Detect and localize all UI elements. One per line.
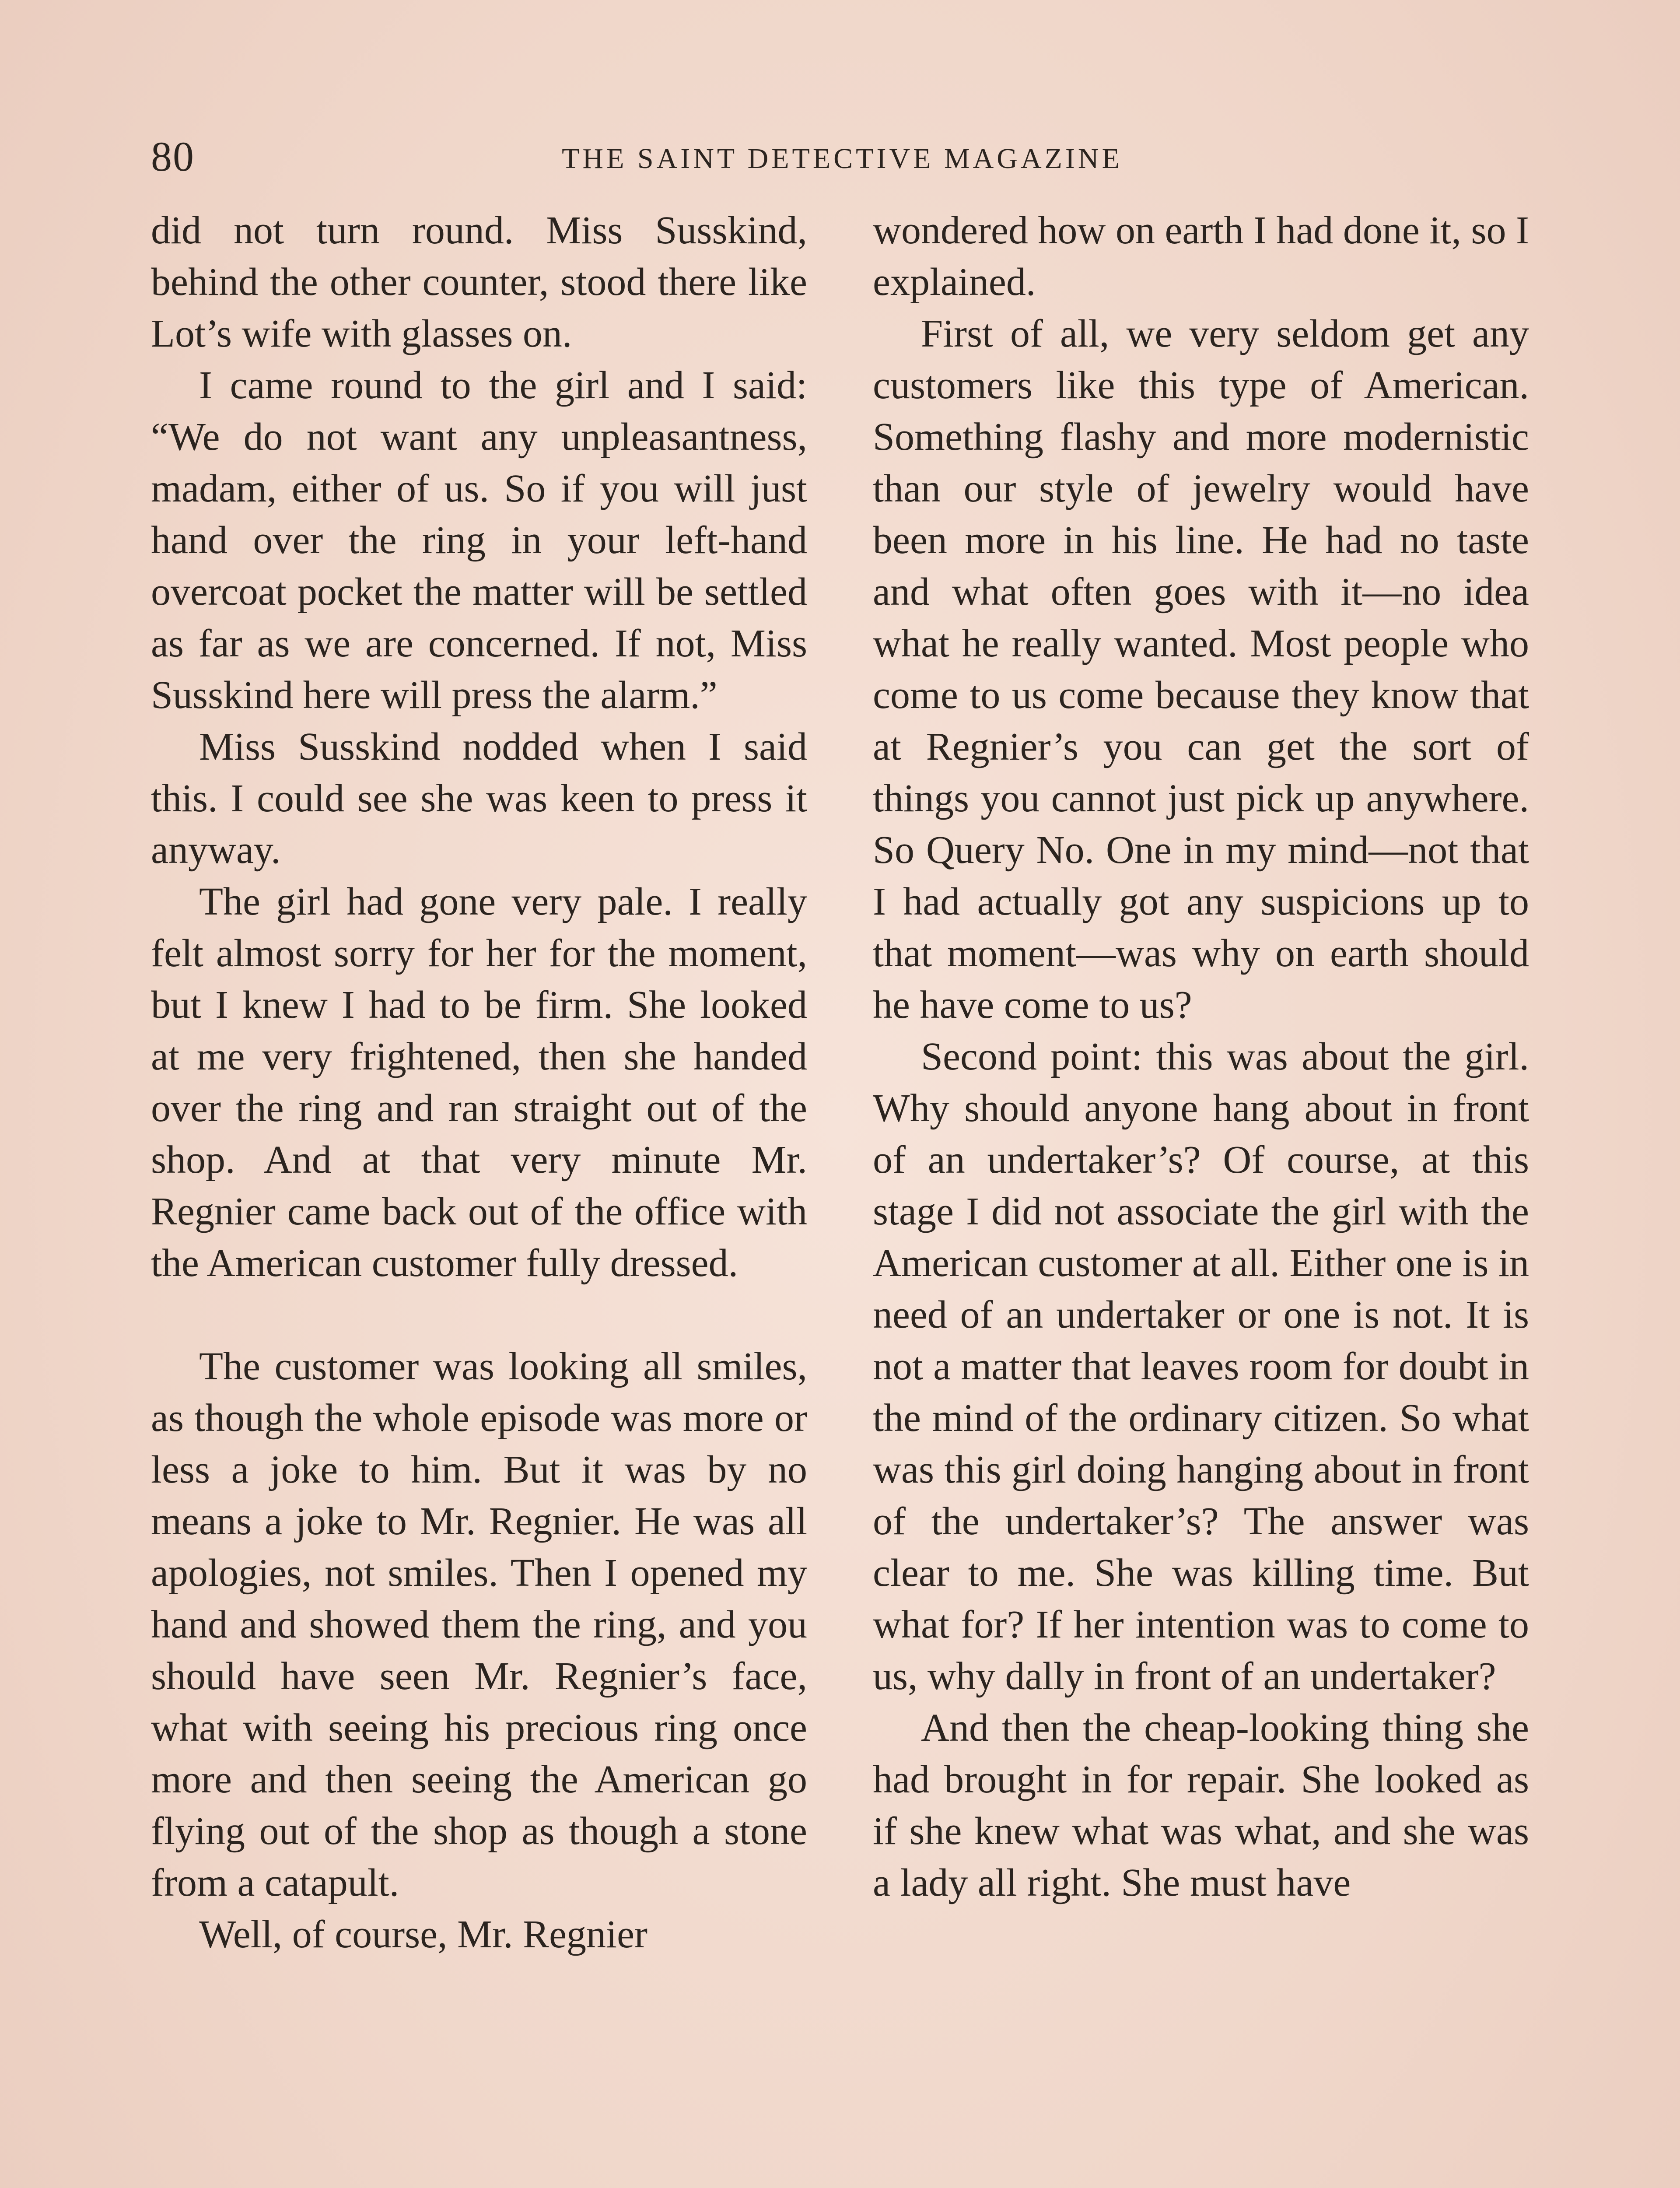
running-head: THE SAINT DETECTIVE MAGAZINE xyxy=(562,143,1123,175)
left-column xyxy=(151,205,807,1960)
paragraph: The girl had gone very pale. I really felt almost sorry for her for the moment, but I knew I had to be firm. She looked at me very frightened, then she handed over the ring and ran straight out of the shop. And at that very minute Mr. Regnier came back out of the office with the American customer fully dressed. xyxy=(151,880,807,1285)
paragraph: did not turn round. Miss Susskind, behind the other counter, stood there like Lot’s wife with glasses on. xyxy=(151,209,807,355)
paragraph: Miss Susskind nodded when I said this. I could see she was keen to press it anyway. xyxy=(151,725,807,872)
paragraph: And then the cheap-looking thing she had brought in for repair. She looked as if she knew what was what, and she was a lady all right. She must have xyxy=(873,1706,1529,1904)
paragraph: Second point: this was about the girl. Why should anyone hang about in front of an undertaker’s? Of course, at this stage I did not associate the girl with the American customer at all. Either one is in need of an undertaker or one is not. It is not a matter that leaves room for doubt in the mind of the ordinary citizen. So what was this girl doing hanging about in front of the undertaker’s? The answer was clear to me. She was killing time. But what for? If her intention was to come to us, why dally in front of an undertaker? xyxy=(873,1035,1529,1698)
paragraph: Well, of course, Mr. Regnier xyxy=(199,1913,648,1956)
page-number: 80 xyxy=(151,133,195,180)
paragraph: The customer was looking all smiles, as though the whole episode was more or less a joke to him. But it was by no means a joke to Mr. Regnier. He was all apologies, not smiles. Then I opened my hand and showed them the ring, and you should have seen Mr. Regnier’s face, what with seeing his precious ring once more and then seeing the American go flying out of the shop as though a stone from a catapult. xyxy=(151,1345,807,1904)
right-column xyxy=(873,205,1529,1909)
page-header xyxy=(151,131,1533,201)
paragraph: First of all, we very seldom get any customers like this type of American. Something flashy and more modernistic than our style of jewelry would have been more in his line. He had no taste and what often goes with it—no idea what he really wanted. Most people who come to us come because they know that at Regnier’s you can get the sort of things you cannot just pick up anywhere. So Query No. One in my mind—not that I had actually got any suspicions up to that moment—was why on earth should he have come to us? xyxy=(873,312,1529,1027)
paragraph: I came round to the girl and I said: “We do not want any unpleasantness, madam, either of us. So if you will just hand over the ring in your left-hand overcoat pocket the matter will be settled as far as we are concerned. If not, Miss Susskind here will press the alarm.” xyxy=(151,364,807,717)
paragraph: wondered how on earth I had done it, so I explained. xyxy=(873,209,1529,304)
